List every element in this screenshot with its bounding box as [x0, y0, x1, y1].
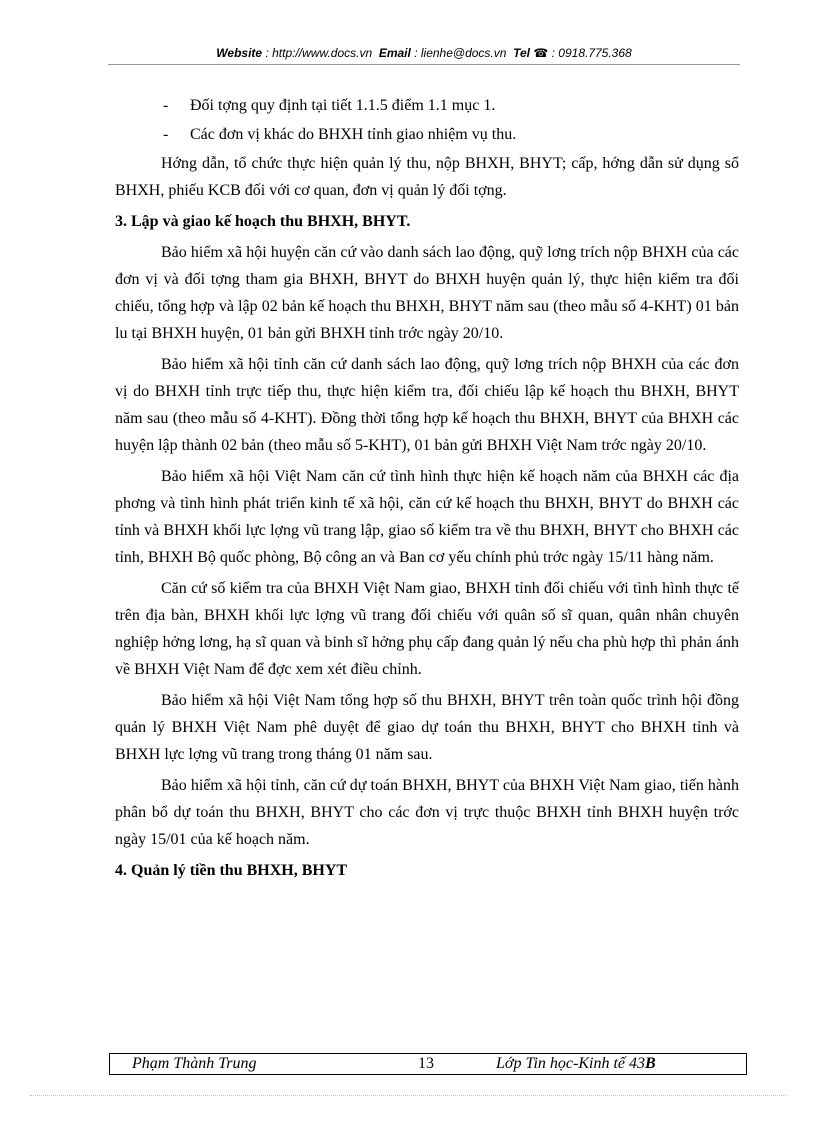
page-footer: [109, 1053, 747, 1075]
section-heading-4: 4. Quản lý tiền thu BHXH, BHYT: [115, 862, 348, 879]
page-header: [108, 46, 740, 65]
document-body: [115, 92, 739, 888]
paragraph: Bảo hiểm xã hội Việt Nam căn cứ tình hình thực hiện kế hoạch năm của BHXH các địa phơng và tình hình phát triển kinh tế xã hội, căn cứ kế hoạch thu BHXH, BHYT do BHXH các tỉnh và BHXH khối lực lợng vũ trang lập, giao số kiểm tra về thu BHXH, BHYT cho BHXH các tỉnh, BHXH Bộ quốc phòng, Bộ công an và Ban cơ yếu chính phủ trớc ngày 15/11 hàng năm.: [115, 468, 739, 566]
page-number: 13: [418, 1055, 434, 1072]
paragraph: Hớng dẫn, tổ chức thực hiện quản lý thu, nộp BHXH, BHYT; cấp, hớng dẫn sử dụng sổ BHXH, phiếu KCB đối với cơ quan, đơn vị quản lý đối tợng.: [115, 155, 739, 199]
section-heading-3: 3. Lập và giao kế hoạch thu BHXH, BHYT.: [115, 213, 411, 230]
website-value: : http://www.docs.vn: [265, 46, 373, 60]
bullet-item: [115, 121, 739, 148]
paragraph: Bảo hiểm xã hội tỉnh, căn cứ dự toán BHXH, BHYT của BHXH Việt Nam giao, tiến hành phân bổ dự toán thu BHXH, BHYT cho các đơn vị trực thuộc BHXH tỉnh BHXH huyện trớc ngày 15/01 của kế hoạch năm.: [115, 777, 739, 848]
bullet-text: Đối tợng quy định tại tiết 1.1.5 điểm 1.1 mục 1.: [190, 97, 496, 114]
tel-value: ☎ : 0918.775.368: [533, 46, 632, 60]
website-label: Website: [216, 46, 263, 60]
dash-bullet-icon: -: [163, 126, 169, 143]
paragraph: Bảo hiểm xã hội tỉnh căn cứ danh sách lao động, quỹ lơng trích nộp BHXH của các đơn vị do BHXH tỉnh trực tiếp thu, thực hiện kiểm tra, đối chiếu lập kế hoạch thu BHXH, BHYT năm sau (theo mẫu số 4-KHT). Đồng thời tổng hợp kế hoạch thu BHXH, BHYT của BHXH các huyện lập thành 02 bản (theo mẫu số 5-KHT), 01 bản gửi BHXH Việt Nam trớc ngày 20/10.: [115, 356, 739, 454]
dash-bullet-icon: -: [163, 97, 169, 114]
footer-class-prefix: Lớp Tin học-Kinh tế 43: [496, 1055, 645, 1072]
email-value: : lienhe@docs.vn: [414, 46, 507, 60]
tel-label: Tel: [513, 46, 530, 60]
email-label: Email: [378, 46, 411, 60]
paragraph: Bảo hiểm xã hội Việt Nam tổng hợp số thu BHXH, BHYT trên toàn quốc trình hội đồng quản lý BHXH Việt Nam phê duyệt để giao dự toán thu BHXH, BHYT cho BHXH tỉnh và BHXH lực lợng vũ trang trong tháng 01 năm sau.: [115, 692, 739, 763]
footer-author: Phạm Thành Trung: [132, 1055, 257, 1072]
footer-class: [496, 1054, 656, 1074]
paragraph: Bảo hiểm xã hội huyện căn cứ vào danh sách lao động, quỹ lơng trích nộp BHXH của các đơn vị và đối tợng tham gia BHXH, BHYT do BHXH huyện quản lý, thực hiện kiểm tra đối chiếu, tổng hợp và lập 02 bản kế hoạch thu BHXH, BHYT năm sau (theo mẫu số 4-KHT) 01 bản lu tại BHXH huyện, 01 bản gửi BHXH tỉnh trớc ngày 20/10.: [115, 244, 739, 342]
bottom-divider: [30, 1095, 786, 1096]
bullet-text: Các đơn vị khác do BHXH tỉnh giao nhiệm vụ thu.: [190, 126, 517, 143]
footer-class-suffix: B: [645, 1055, 656, 1072]
bullet-item: [115, 92, 739, 119]
paragraph: Căn cứ số kiểm tra của BHXH Việt Nam giao, BHXH tỉnh đối chiếu với tình hình thực tế trên địa bàn, BHXH khối lực lợng vũ trang đối chiếu với quân số sĩ quan, quân nhân chuyên nghiệp hởng lơng, hạ sĩ quan và binh sĩ hởng phụ cấp đang quản lý nếu cha phù hợp thì phản ánh về BHXH Việt Nam để đợc xem xét điều chỉnh.: [115, 580, 739, 678]
